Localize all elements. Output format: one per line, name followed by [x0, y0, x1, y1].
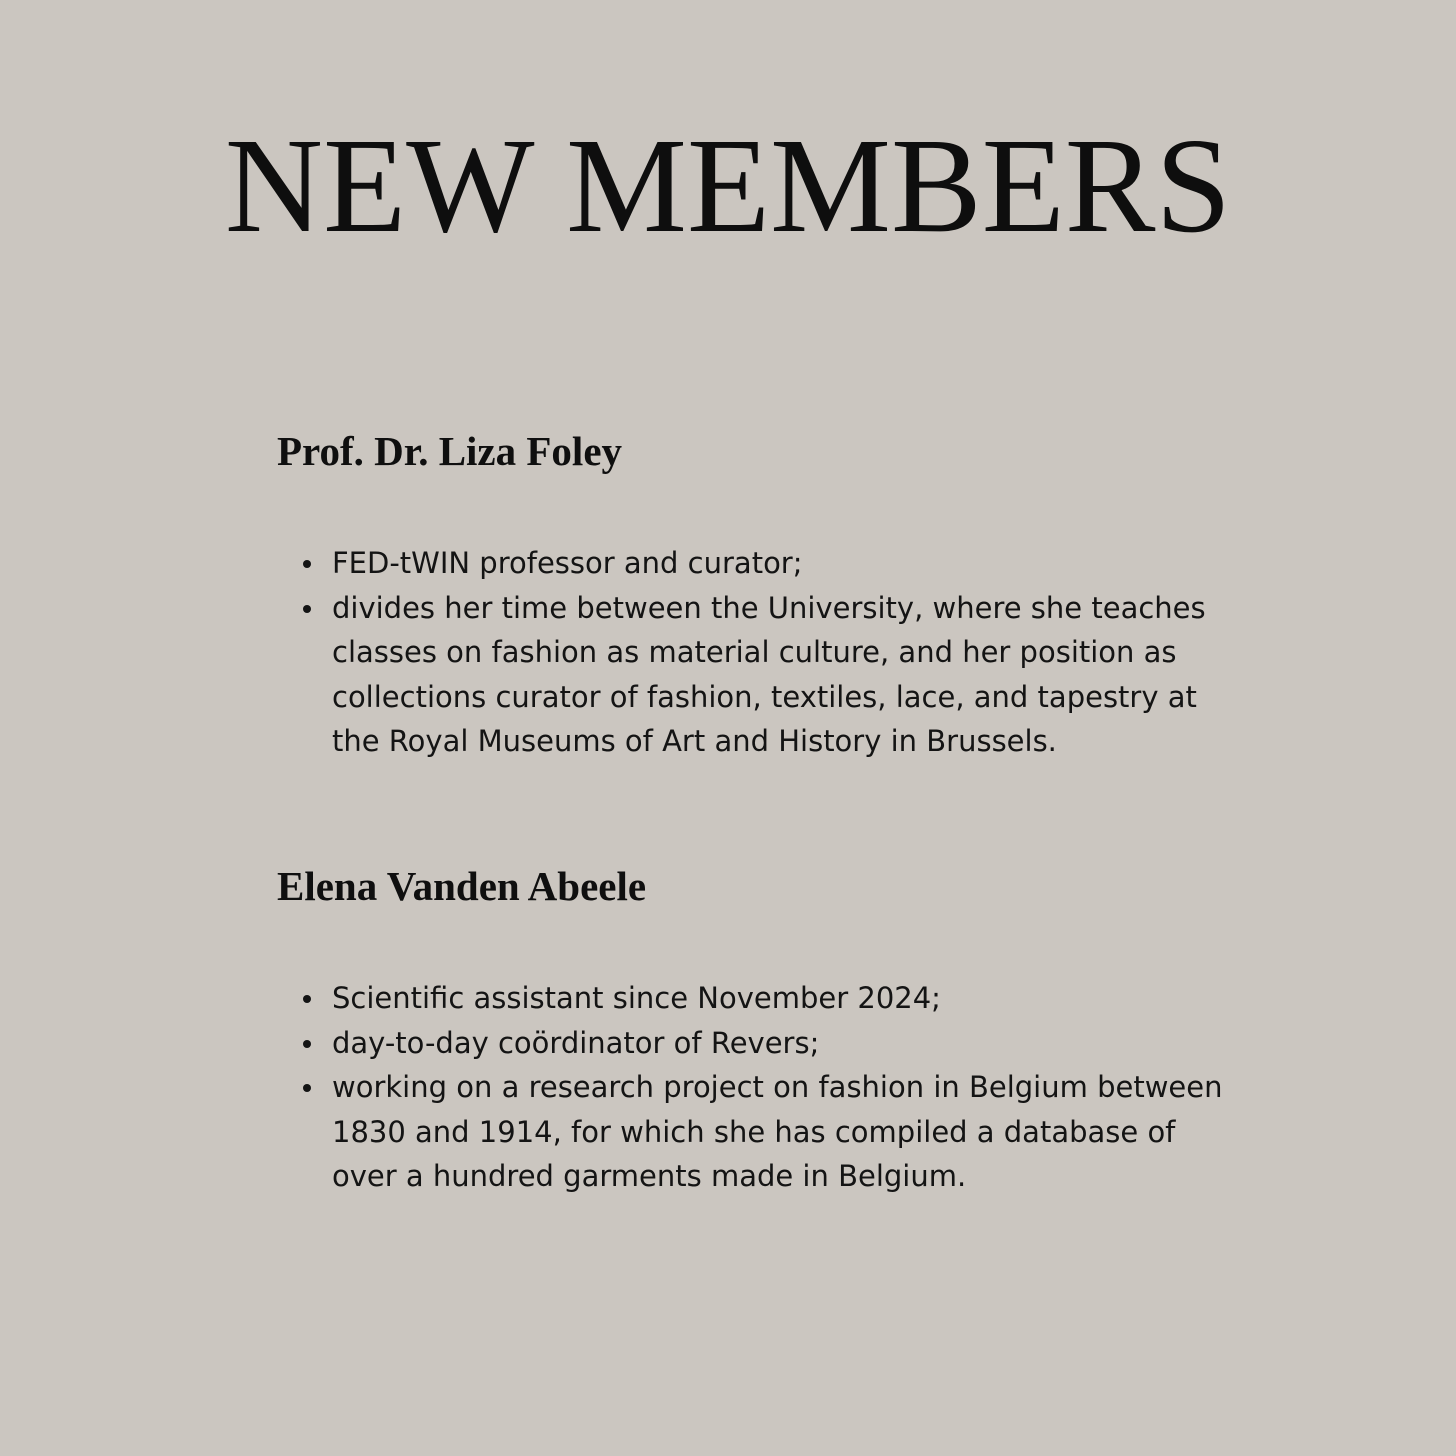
detail-text: day-to-day coördinator of Revers; [332, 1025, 820, 1060]
member-details-list [303, 976, 1233, 1199]
page-title: NEW MEMBERS [224, 111, 1232, 261]
member-card-liza-foley [277, 422, 1237, 759]
member-name: Prof. Dr. Liza Foley [277, 428, 623, 474]
bullet-icon [303, 605, 311, 613]
bullet-icon [303, 995, 311, 1003]
member-card-elena-vanden-abeele [277, 857, 1237, 1194]
detail-item [303, 1065, 1233, 1199]
bullet-icon [303, 560, 311, 568]
detail-item [303, 541, 1233, 586]
detail-text: working on a research project on fashion in Belgium between 1830 and 1914, for which she has compiled a database of over a hundred garments made in Belgium. [332, 1070, 1223, 1194]
detail-item [303, 1021, 1233, 1066]
detail-item [303, 586, 1233, 764]
member-details-list [303, 541, 1233, 764]
member-name: Elena Vanden Abeele [277, 863, 647, 909]
detail-text: Scientific assistant since November 2024; [332, 981, 941, 1015]
bullet-icon [303, 1084, 311, 1092]
bullet-icon [303, 1040, 311, 1048]
detail-text: divides her time between the University, where she teaches classes on fashion as material culture, and her position as collections curator of fashion, textiles, lace, and tapestry at the Royal Museums of Art and History in Brussels. [332, 590, 1206, 759]
detail-text: FED-tWIN professor and curator; [332, 546, 803, 580]
detail-item [303, 976, 1233, 1021]
